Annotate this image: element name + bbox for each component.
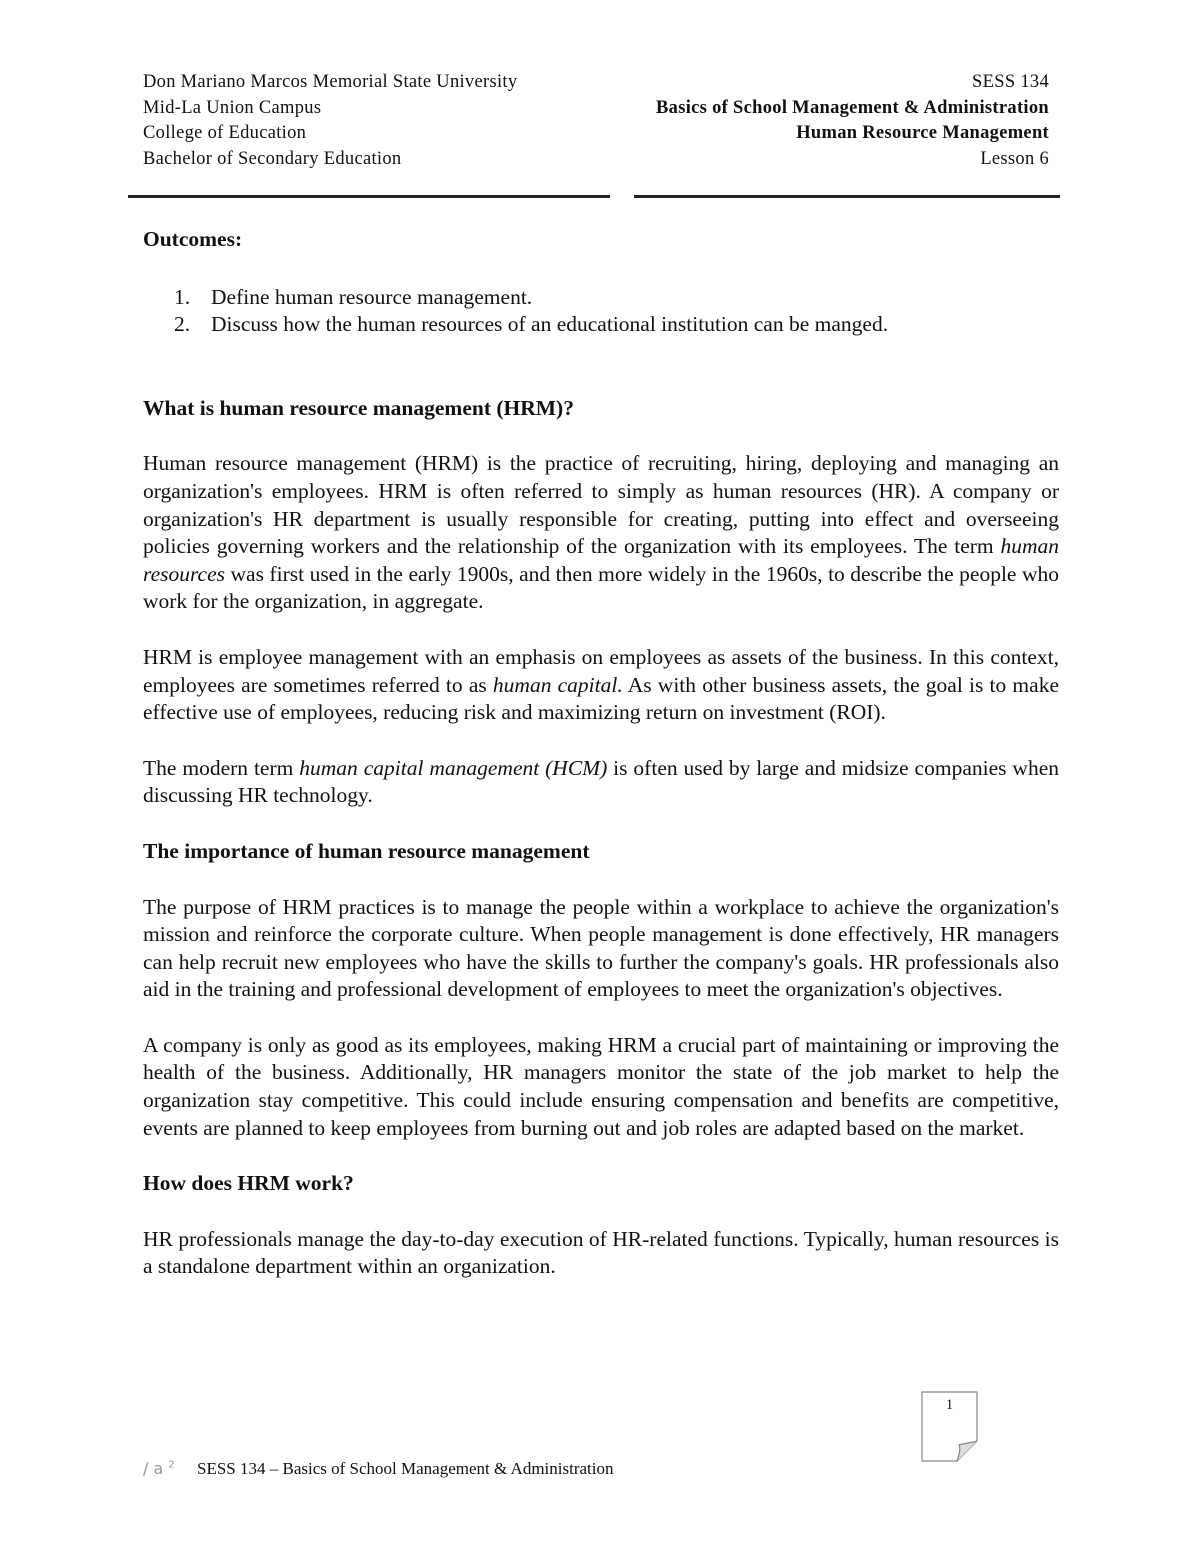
university-name: Don Mariano Marcos Memorial State University: [143, 72, 518, 92]
course-title: Basics of School Management & Administration: [656, 97, 1049, 118]
page-number: 1: [945, 1397, 954, 1413]
paragraph: The modern term human capital management (HCM) is often used by large and midsize companies when discussing HR technology.: [143, 755, 1059, 808]
page-count-mark: / a $^2$: [143, 1459, 175, 1478]
lesson-number: Lesson 6: [980, 148, 1049, 169]
page-number-badge: [921, 1391, 978, 1462]
list-item: [143, 284, 1059, 312]
list-number: 1.: [174, 284, 191, 309]
document-body: [143, 226, 1059, 1281]
outcomes-heading: Outcomes:: [143, 227, 243, 251]
section-heading-what-is-hrm: What is human resource management (HRM)?: [143, 395, 574, 420]
outcomes-list: [143, 284, 1059, 339]
college-name: College of Education: [143, 123, 307, 143]
list-number: 2.: [174, 312, 191, 337]
paragraph: The purpose of HRM practices is to manage the people within a workplace to achieve the organization's mission and reinforce the corporate culture. When people management is done effectively, HR managers can help recruit new employees who have the skills to further the company's goals. HR professionals also aid in the training and professional development of employees to meet the organization's objectives.: [143, 894, 1059, 1002]
campus-name: Mid-La Union Campus: [143, 97, 322, 118]
program-name: Bachelor of Secondary Education: [143, 148, 402, 169]
header-institution: [143, 70, 613, 172]
list-text: Discuss how the human resources of an educational institution can be manged.: [211, 312, 889, 337]
section-heading-how-hrm-works: How does HRM work?: [143, 1171, 354, 1196]
header-divider-right: [634, 195, 1060, 198]
header-course: [569, 70, 1049, 172]
paragraph: Human resource management (HRM) is the practice of recruiting, hiring, deploying and managing an organization's employees. HRM is often referred to simply as human resources (HR). A company or organization's HR department is usually responsible for creating, putting into effect and overseeing policies governing workers and the relationship of the organization with its employees. The term human resources was first used in the early 1900s, and then more widely in the 1960s, to describe the people who work for the organization, in aggregate.: [143, 451, 1059, 614]
paragraph: HR professionals manage the day-to-day execution of HR-related functions. Typically, human resources is a standalone department within an organization.: [143, 1226, 1059, 1279]
lesson-topic: Human Resource Management: [796, 123, 1049, 143]
footer-text: SESS 134 – Basics of School Management & Administration: [197, 1459, 614, 1478]
list-text: Define human resource management.: [211, 284, 533, 309]
page-footer: [143, 1459, 613, 1479]
paragraph: HRM is employee management with an emphasis on employees as assets of the business. In this context, employees are sometimes referred to as human capital. As with other business assets, the goal is to make effective use of employees, reducing risk and maximizing return on investment (ROI).: [143, 644, 1059, 725]
paragraph: A company is only as good as its employees, making HRM a crucial part of maintaining or improving the health of the business. Additionally, HR managers monitor the state of the job market to help the organization stay competitive. This could include ensuring compensation and benefits are competitive, events are planned to keep employees from burning out and job roles are adapted based on the market.: [143, 1032, 1059, 1140]
header-divider-left: [128, 195, 610, 198]
course-code: SESS 134: [972, 72, 1049, 92]
section-heading-importance: The importance of human resource management: [143, 838, 590, 863]
list-item: [143, 311, 1059, 339]
